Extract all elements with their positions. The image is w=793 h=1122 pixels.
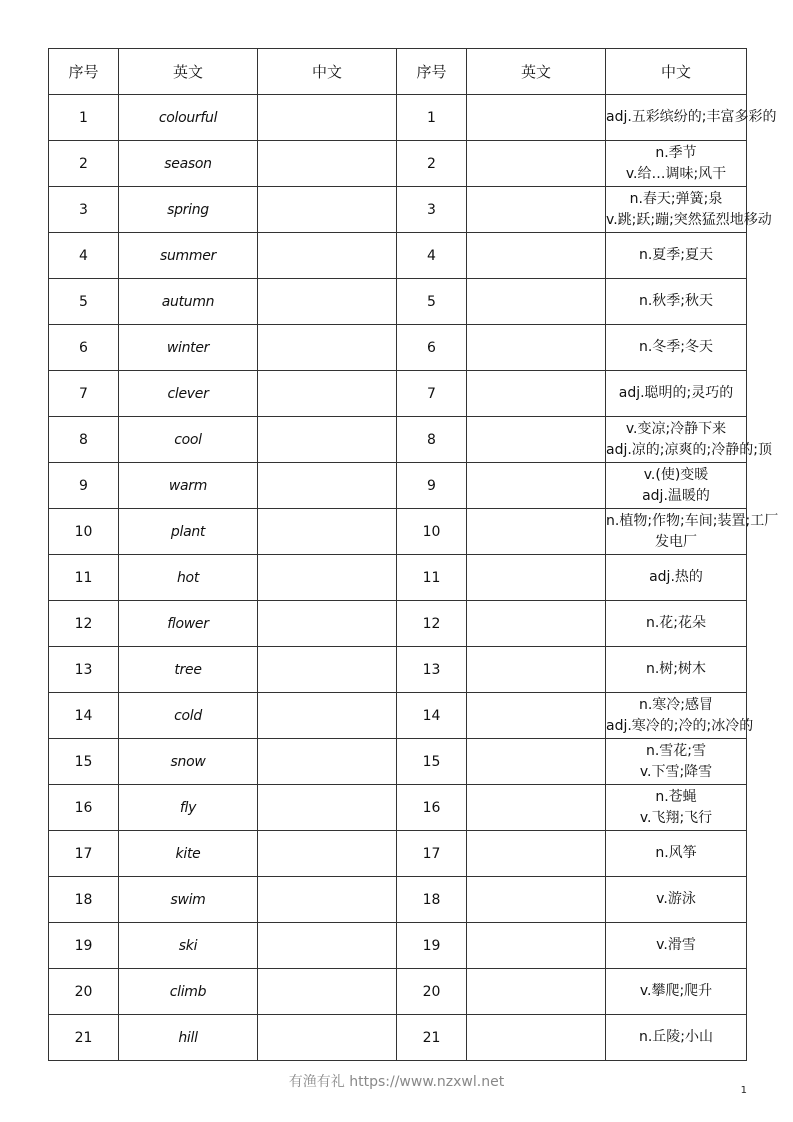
english-word: plant — [119, 509, 258, 555]
chinese-meaning — [606, 831, 747, 877]
chinese-answer-cell[interactable] — [258, 279, 397, 325]
english-answer-cell[interactable] — [467, 1015, 606, 1061]
row-index-left: 16 — [49, 785, 119, 831]
row-index-left: 13 — [49, 647, 119, 693]
english-word: autumn — [119, 279, 258, 325]
header-row — [49, 49, 747, 95]
table-row — [49, 187, 747, 233]
row-index-left: 9 — [49, 463, 119, 509]
chinese-meaning — [606, 739, 747, 785]
row-index-right: 6 — [397, 325, 467, 371]
header-index-right: 序号 — [397, 49, 467, 95]
row-index-left: 14 — [49, 693, 119, 739]
chinese-meaning — [606, 463, 747, 509]
english-word: cool — [119, 417, 258, 463]
chinese-answer-cell[interactable] — [258, 739, 397, 785]
meaning-line: n.树;树木 — [645, 661, 707, 677]
chinese-meaning — [606, 969, 747, 1015]
row-index-right: 8 — [397, 417, 467, 463]
table-body — [49, 95, 779, 1061]
row-index-right: 12 — [397, 601, 467, 647]
meaning-line: v.变凉;冷静下来 — [625, 420, 727, 437]
meaning-line: n.春天;弹簧;泉 — [629, 190, 723, 207]
chinese-meaning — [606, 555, 747, 601]
header-english-right: 英文 — [467, 49, 606, 95]
table-row — [49, 693, 747, 739]
row-index-right: 2 — [397, 141, 467, 187]
chinese-answer-cell[interactable] — [258, 877, 397, 923]
row-index-left: 12 — [49, 601, 119, 647]
chinese-meaning — [606, 877, 747, 923]
meaning-line: adj.寒冷的;冷的;冰冷的 — [606, 717, 754, 734]
row-index-right: 13 — [397, 647, 467, 693]
meaning-line: v.下雪;降雪 — [639, 763, 713, 780]
english-word: flower — [119, 601, 258, 647]
meaning-line: adj.温暖的 — [642, 487, 710, 504]
row-index-left: 8 — [49, 417, 119, 463]
chinese-meaning — [606, 95, 777, 141]
row-index-right: 16 — [397, 785, 467, 831]
chinese-meaning — [606, 693, 754, 739]
table-row — [49, 555, 747, 601]
meaning-line: n.植物;作物;车间;装置;工厂 — [606, 512, 779, 529]
table-row — [49, 509, 747, 555]
chinese-answer-cell[interactable] — [258, 187, 397, 233]
row-index-right: 5 — [397, 279, 467, 325]
row-index-left: 20 — [49, 969, 119, 1015]
chinese-answer-cell[interactable] — [258, 371, 397, 417]
meaning-line: v.游泳 — [656, 891, 696, 907]
chinese-answer-cell[interactable] — [258, 509, 397, 555]
english-word: ski — [119, 923, 258, 969]
english-word: summer — [119, 233, 258, 279]
chinese-answer-cell[interactable] — [258, 555, 397, 601]
english-word: fly — [119, 785, 258, 831]
table-row — [49, 371, 747, 417]
row-index-left: 17 — [49, 831, 119, 877]
meaning-line: v.跳;跃;蹦;突然猛烈地移动 — [606, 211, 772, 228]
english-word: clever — [119, 371, 258, 417]
row-index-left: 6 — [49, 325, 119, 371]
english-answer-cell[interactable] — [467, 831, 606, 877]
english-answer-cell[interactable] — [467, 417, 606, 463]
english-word: spring — [119, 187, 258, 233]
english-answer-cell[interactable] — [467, 647, 606, 693]
table-row — [49, 969, 747, 1015]
english-answer-cell[interactable] — [467, 877, 606, 923]
row-index-right: 20 — [397, 969, 467, 1015]
chinese-answer-cell[interactable] — [258, 233, 397, 279]
english-word: climb — [119, 969, 258, 1015]
footer-watermark: 有渔有礼 https://www.nzxwl.net — [288, 1074, 505, 1090]
chinese-meaning — [606, 785, 747, 831]
table-row — [49, 141, 747, 187]
english-answer-cell[interactable] — [467, 785, 606, 831]
english-answer-cell[interactable] — [467, 739, 606, 785]
meaning-line: n.苍蝇 — [655, 788, 697, 805]
chinese-meaning — [606, 371, 747, 417]
english-word: swim — [119, 877, 258, 923]
table-row — [49, 877, 747, 923]
english-answer-cell[interactable] — [467, 555, 606, 601]
header-english-left: 英文 — [119, 49, 258, 95]
chinese-meaning — [606, 417, 772, 463]
row-index-left: 7 — [49, 371, 119, 417]
english-answer-cell[interactable] — [467, 923, 606, 969]
english-word: colourful — [119, 95, 258, 141]
table-row — [49, 95, 747, 141]
row-index-right: 4 — [397, 233, 467, 279]
row-index-right: 15 — [397, 739, 467, 785]
english-answer-cell[interactable] — [467, 371, 606, 417]
meaning-line: n.季节 — [655, 144, 697, 161]
row-index-right: 7 — [397, 371, 467, 417]
row-index-right: 17 — [397, 831, 467, 877]
header-index-left: 序号 — [49, 49, 119, 95]
chinese-meaning — [606, 647, 747, 693]
table-row — [49, 417, 747, 463]
english-answer-cell[interactable] — [467, 509, 606, 555]
table-row — [49, 325, 747, 371]
vocabulary-table — [48, 48, 779, 1061]
english-answer-cell[interactable] — [467, 187, 606, 233]
chinese-answer-cell[interactable] — [258, 923, 397, 969]
english-word: season — [119, 141, 258, 187]
row-index-right: 14 — [397, 693, 467, 739]
chinese-meaning — [606, 923, 747, 969]
table-row — [49, 601, 747, 647]
meaning-line: n.寒冷;感冒 — [638, 696, 714, 713]
table-row — [49, 831, 747, 877]
english-word: winter — [119, 325, 258, 371]
row-index-left: 15 — [49, 739, 119, 785]
english-answer-cell[interactable] — [467, 325, 606, 371]
meaning-line: n.冬季;冬天 — [638, 339, 714, 355]
english-answer-cell[interactable] — [467, 969, 606, 1015]
meaning-line: n.花;花朵 — [645, 615, 707, 631]
english-word: hot — [119, 555, 258, 601]
row-index-right: 10 — [397, 509, 467, 555]
row-index-right: 9 — [397, 463, 467, 509]
table-row — [49, 279, 747, 325]
chinese-answer-cell[interactable] — [258, 325, 397, 371]
meaning-line: adj.凉的;凉爽的;冷静的;顶 — [606, 441, 772, 458]
meaning-line: n.雪花;雪 — [645, 742, 707, 759]
meaning-line: v.飞翔;飞行 — [639, 809, 713, 826]
chinese-answer-cell[interactable] — [258, 693, 397, 739]
row-index-left: 10 — [49, 509, 119, 555]
meaning-line: 发电厂 — [655, 533, 697, 550]
chinese-answer-cell[interactable] — [258, 141, 397, 187]
chinese-answer-cell[interactable] — [258, 647, 397, 693]
row-index-left: 11 — [49, 555, 119, 601]
table-row — [49, 1015, 747, 1061]
row-index-left: 4 — [49, 233, 119, 279]
header-chinese-left: 中文 — [258, 49, 397, 95]
chinese-answer-cell[interactable] — [258, 831, 397, 877]
row-index-left: 2 — [49, 141, 119, 187]
meaning-line: v.攀爬;爬升 — [639, 983, 713, 999]
english-word: cold — [119, 693, 258, 739]
row-index-right: 3 — [397, 187, 467, 233]
english-answer-cell[interactable] — [467, 233, 606, 279]
row-index-left: 3 — [49, 187, 119, 233]
page-number: 1 — [740, 1085, 747, 1096]
english-word: snow — [119, 739, 258, 785]
table-row — [49, 739, 747, 785]
chinese-meaning — [606, 601, 747, 647]
english-word: kite — [119, 831, 258, 877]
english-answer-cell[interactable] — [467, 279, 606, 325]
header-chinese-right: 中文 — [606, 49, 747, 95]
english-word: tree — [119, 647, 258, 693]
table-row — [49, 923, 747, 969]
meaning-line: adj.聪明的;灵巧的 — [618, 385, 734, 401]
row-index-left: 19 — [49, 923, 119, 969]
chinese-answer-cell[interactable] — [258, 463, 397, 509]
row-index-left: 5 — [49, 279, 119, 325]
chinese-answer-cell[interactable] — [258, 95, 397, 141]
chinese-answer-cell[interactable] — [258, 601, 397, 647]
row-index-right: 1 — [397, 95, 467, 141]
meaning-line: adj.热的 — [649, 569, 703, 585]
table-row — [49, 647, 747, 693]
english-answer-cell[interactable] — [467, 601, 606, 647]
row-index-left: 21 — [49, 1015, 119, 1061]
chinese-answer-cell[interactable] — [258, 1015, 397, 1061]
row-index-right: 21 — [397, 1015, 467, 1061]
english-word: warm — [119, 463, 258, 509]
english-answer-cell[interactable] — [467, 141, 606, 187]
chinese-meaning — [606, 141, 747, 187]
meaning-line: v.给…调味;风干 — [625, 165, 727, 182]
chinese-meaning — [606, 233, 747, 279]
english-answer-cell[interactable] — [467, 95, 606, 141]
chinese-meaning — [606, 325, 747, 371]
table-row — [49, 785, 747, 831]
meaning-line: adj.五彩缤纷的;丰富多彩的 — [606, 109, 777, 125]
chinese-meaning — [606, 279, 747, 325]
row-index-right: 19 — [397, 923, 467, 969]
meaning-line: n.夏季;夏天 — [638, 247, 714, 263]
table-row — [49, 463, 747, 509]
chinese-answer-cell[interactable] — [258, 969, 397, 1015]
chinese-answer-cell[interactable] — [258, 785, 397, 831]
chinese-meaning — [606, 1015, 747, 1061]
meaning-line: n.丘陵;小山 — [638, 1029, 714, 1045]
row-index-left: 1 — [49, 95, 119, 141]
english-answer-cell[interactable] — [467, 463, 606, 509]
meaning-line: v.滑雪 — [656, 937, 696, 953]
chinese-meaning — [606, 509, 779, 555]
meaning-line: n.风筝 — [655, 845, 697, 861]
row-index-left: 18 — [49, 877, 119, 923]
english-answer-cell[interactable] — [467, 693, 606, 739]
chinese-meaning — [606, 187, 772, 233]
row-index-right: 11 — [397, 555, 467, 601]
meaning-line: v.(使)变暖 — [643, 466, 709, 483]
english-word: hill — [119, 1015, 258, 1061]
meaning-line: n.秋季;秋天 — [638, 293, 714, 309]
chinese-answer-cell[interactable] — [258, 417, 397, 463]
row-index-right: 18 — [397, 877, 467, 923]
table-row — [49, 233, 747, 279]
